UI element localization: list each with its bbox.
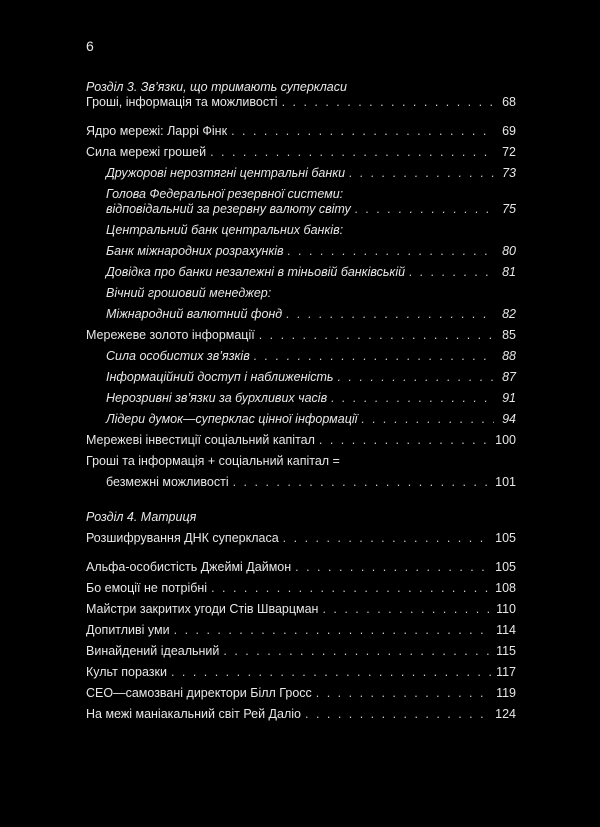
- toc-entry[interactable]: [86, 686, 516, 701]
- entry-title: Лідери думок—суперклас цінної інформації: [106, 412, 358, 426]
- dot-leader: [282, 95, 494, 110]
- entry-title: Вічний грошовий менеджер:: [106, 286, 272, 300]
- page-ref: 88: [502, 349, 516, 363]
- dot-leader: [319, 433, 491, 448]
- toc-subentry[interactable]: [86, 223, 516, 238]
- entry-title: відповідальний за резервну валюту світу: [106, 202, 351, 216]
- page-ref: 87: [502, 370, 516, 384]
- toc-entry[interactable]: [86, 145, 516, 160]
- dot-leader: [316, 686, 492, 701]
- dot-leader: [337, 370, 494, 385]
- toc-entry[interactable]: [86, 124, 516, 139]
- toc-subentry[interactable]: [86, 370, 516, 385]
- entry-title: На межі маніакальний світ Рей Даліо: [86, 707, 301, 721]
- page-ref: 73: [502, 166, 516, 180]
- entry-title: CEO—самозвані директори Білл Гросс: [86, 686, 312, 700]
- toc-entry[interactable]: [86, 707, 516, 722]
- entry-title: безмежні можливості: [106, 475, 229, 489]
- entry-title: Центральний банк центральних банків:: [106, 223, 344, 237]
- page-ref: 110: [496, 602, 516, 616]
- dot-leader: [223, 644, 492, 659]
- entry-title: Ядро мережі: Ларрі Фінк: [86, 124, 228, 138]
- page-ref: 101: [495, 475, 516, 489]
- page-ref: 117: [496, 665, 516, 679]
- entry-title: Альфа-особистість Джеймі Даймон: [86, 560, 292, 574]
- dot-leader: [361, 412, 494, 427]
- page-ref: 124: [495, 707, 516, 721]
- page-ref: 119: [496, 686, 516, 700]
- spacer: [86, 110, 516, 124]
- toc-subentry[interactable]: [86, 202, 516, 217]
- toc-subentry[interactable]: [86, 286, 516, 301]
- dot-leader: [349, 166, 494, 181]
- toc-part-heading-4[interactable]: [86, 510, 516, 525]
- page-ref: 72: [502, 145, 516, 159]
- dot-leader: [331, 391, 494, 406]
- page-ref: 105: [495, 560, 516, 574]
- page-ref: 91: [502, 391, 516, 405]
- part-heading: Розділ 4. Матриця: [86, 510, 197, 524]
- dot-leader: [254, 349, 494, 364]
- entry-title: Сила особистих зв’язків: [106, 349, 250, 363]
- toc-subentry[interactable]: [86, 187, 516, 202]
- entry-title: Інформаційний доступ і наближеність: [106, 370, 334, 384]
- page-ref: 85: [502, 328, 516, 342]
- dot-leader: [288, 244, 494, 259]
- toc-entry[interactable]: [86, 644, 516, 659]
- toc-entry[interactable]: [86, 433, 516, 448]
- entry-title: Культ поразки: [86, 665, 167, 679]
- page-ref: 108: [495, 581, 516, 595]
- dot-leader: [211, 581, 491, 596]
- toc-entry[interactable]: [86, 560, 516, 575]
- table-of-contents: [86, 80, 516, 722]
- page-ref: 68: [502, 95, 516, 109]
- toc-entry[interactable]: [86, 623, 516, 638]
- toc-entry[interactable]: [86, 95, 516, 110]
- entry-title: Мережеві інвестиції соціальний капітал: [86, 433, 315, 447]
- entry-title: Сила мережі грошей: [86, 145, 207, 159]
- page-ref: 80: [502, 244, 516, 258]
- entry-title: Гроші та інформація + соціальний капітал =: [86, 454, 340, 468]
- toc-entry[interactable]: [86, 602, 516, 617]
- spacer: [86, 546, 516, 560]
- page-number: 6: [86, 38, 94, 54]
- toc-entry-continuation[interactable]: [86, 475, 516, 490]
- entry-title: Мережеве золото інформації: [86, 328, 255, 342]
- dot-leader: [322, 602, 492, 617]
- toc-entry[interactable]: [86, 531, 516, 546]
- entry-title: Майстри закритих угоди Стів Шварцман: [86, 602, 319, 616]
- page-ref: 82: [502, 307, 516, 321]
- dot-leader: [409, 265, 494, 280]
- entry-title: Розшифрування ДНК суперкласа: [86, 531, 279, 545]
- page-ref: 81: [502, 265, 516, 279]
- dot-leader: [210, 145, 494, 160]
- entry-title: Банк міжнародних розрахунків: [106, 244, 284, 258]
- toc-subentry[interactable]: [86, 166, 516, 181]
- page-ref: 100: [495, 433, 516, 447]
- entry-title: Довідка про банки незалежні в тіньовій банківській: [106, 265, 406, 279]
- toc-subentry[interactable]: [86, 391, 516, 406]
- dot-leader: [355, 202, 494, 217]
- toc-subentry[interactable]: [86, 412, 516, 427]
- dot-leader: [171, 665, 492, 680]
- dot-leader: [233, 475, 492, 490]
- spacer: [86, 490, 516, 504]
- entry-title: Допитливі уми: [86, 623, 170, 637]
- toc-subentry[interactable]: [86, 265, 516, 280]
- toc-subentry[interactable]: [86, 244, 516, 259]
- part-heading: Розділ 3. Зв’язки, що тримають суперкласи: [86, 80, 347, 94]
- page-ref: 75: [502, 202, 516, 216]
- toc-entry[interactable]: [86, 328, 516, 343]
- entry-title: Міжнародний валютний фонд: [106, 307, 283, 321]
- entry-title: Дружорові нерозтягні центральні банки: [106, 166, 346, 180]
- page-ref: 115: [496, 644, 516, 658]
- toc-entry[interactable]: [86, 665, 516, 680]
- dot-leader: [231, 124, 494, 139]
- dot-leader: [283, 531, 491, 546]
- page-ref: 114: [496, 623, 516, 637]
- page-ref: 94: [502, 412, 516, 426]
- toc-part-heading-3[interactable]: [86, 80, 516, 95]
- entry-title: Винайдений ідеальний: [86, 644, 220, 658]
- dot-leader: [286, 307, 494, 322]
- page-ref: 69: [502, 124, 516, 138]
- entry-title: Бо емоції не потрібні: [86, 581, 208, 595]
- dot-leader: [305, 707, 491, 722]
- dot-leader: [295, 560, 491, 575]
- entry-title: Гроші, інформація та можливості: [86, 95, 278, 109]
- page-ref: 105: [495, 531, 516, 545]
- entry-title: Голова Федеральної резервної системи:: [106, 187, 344, 201]
- toc-entry[interactable]: [86, 454, 516, 469]
- dot-leader: [174, 623, 492, 638]
- toc-entry[interactable]: [86, 581, 516, 596]
- dot-leader: [259, 328, 494, 343]
- entry-title: Нерозривні зв’язки за бурхливих часів: [106, 391, 328, 405]
- toc-subentry[interactable]: [86, 349, 516, 364]
- toc-subentry[interactable]: [86, 307, 516, 322]
